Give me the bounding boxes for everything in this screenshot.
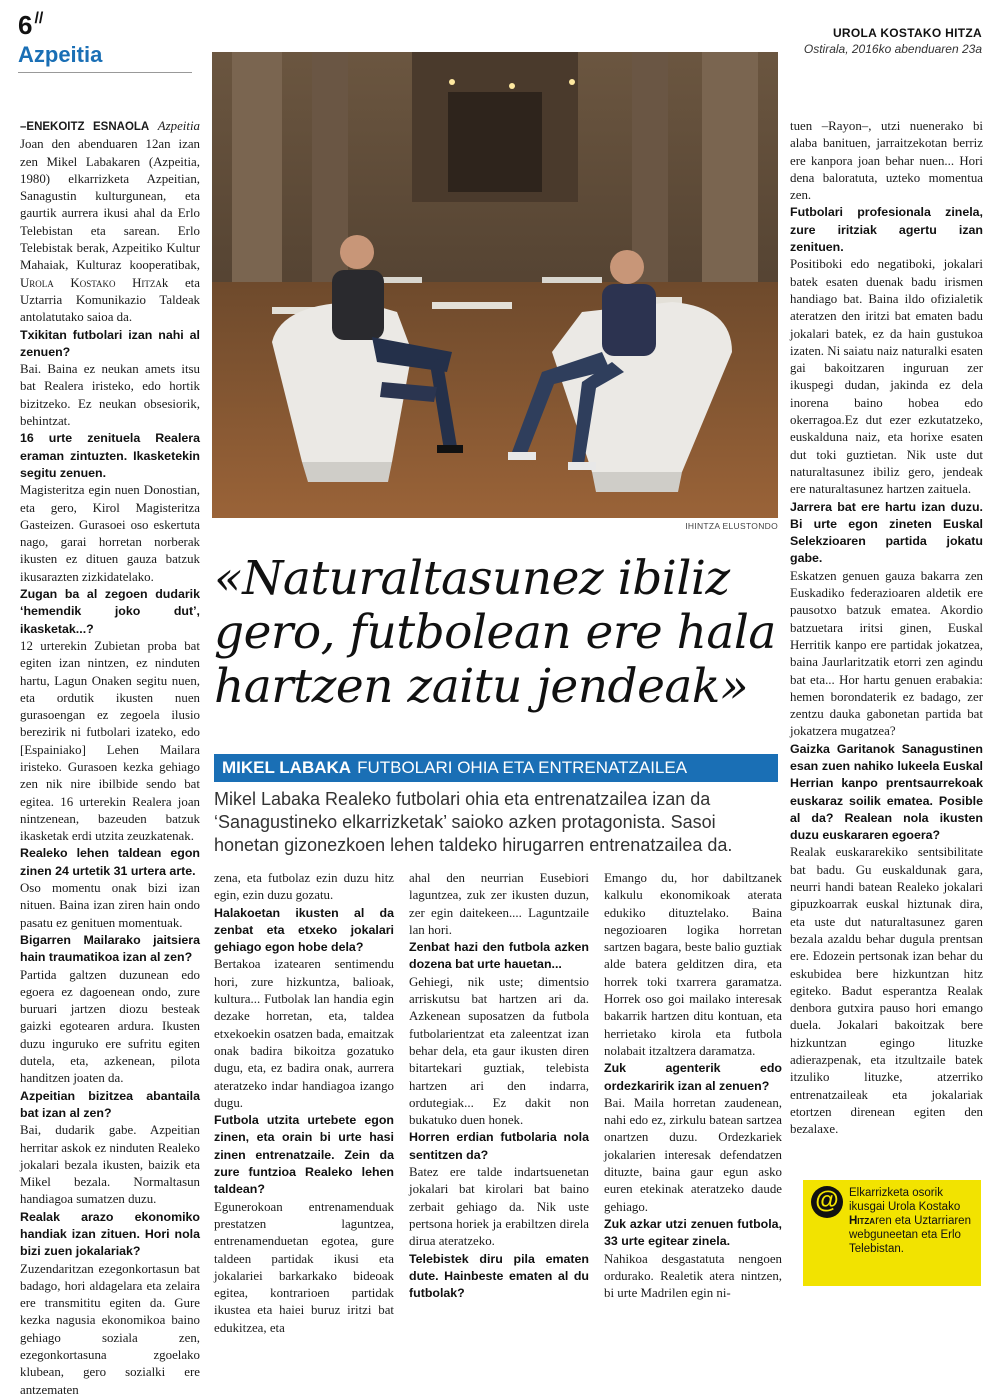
video-info-box <box>803 1180 981 1286</box>
answer: Magisteritza egin nuen Donostian, eta gero, Kirol Magisteritza Gasteizen. Gurasoei oso eskertuta nago, garai horretan norberak ikusten ez dituen gauza batzuk ikusarazten zizkidatelako. <box>20 483 200 584</box>
page-slashes: // <box>34 10 44 27</box>
question: Zugan ba al zegoen dudarik ‘hemendik joko dut’, ikasketak...? <box>20 587 200 636</box>
article-column-3 <box>409 870 589 1302</box>
question: Bigarren Mailarako jaitsiera hain traumatikoa izan al zen? <box>20 932 200 965</box>
answer: Realak euskararekiko sentsibilitate bat badu. Gu euskaldunak gara, neurri handi batean Realeko jokalari gipuzkoarrak euskal hiztunak dira, eta uste dut naturaltasunez garen bezala azaldu behar dugula prentsan ere. Edozein pertsonak izan behar du eskubidea bere hizkuntzan hitz egiteko. Badut esperantza Realak denbora gutxira pauso hori emango duela. Jokalari bakoitzak bere hizkuntzan egingo lituzke adierazpenak, eta itzultzaile batek itzuliko lituzke, atzerriko entrenatzaileak eta jokalariak etortzen direnean egiten den bezalaxe. <box>790 845 983 1137</box>
subject-role: FUTBOLARI OHIA ETA ENTRENATZAILEA <box>357 758 688 777</box>
header-divider <box>18 72 192 73</box>
question: Horren erdian futbolaria nola sentitzen da? <box>409 1130 589 1162</box>
question: Txikitan futbolari izan nahi al zenuen? <box>20 327 200 359</box>
question: Telebistek diru pila ematen dute. Hainbeste ematen al du futbolak? <box>409 1251 589 1301</box>
answer: Bai. Maila horretan zaudenean, nahi edo ez, zirkulu batean sartzea onartzen duzu. Ordezkariek jokalarien interesak defendatzen dituzte, baina gaur egun asko euren etekinak ateratzeko daude gehiago. <box>604 1095 782 1214</box>
answer: Oso momentu onak bizi izan nituen. Baina izan ziren hain ondo pasatu ez genituen momentuak. <box>20 881 200 930</box>
answer: Batez ere talde indartsuenetan jokalari bat kirolari bat baino zerbait gehiago da. Nik uste pertsona horiek ja erabiltzen direla dirua ateratzeko. <box>409 1165 589 1249</box>
lead-paragraph: Mikel Labaka Realeko futbolari ohia eta entrenatzailea izan da ‘Sanagustineko elkarrizketak’ saioko azken protagonista. Sasoi honetan gizonezkoen lehen taldeko hirugarren entrenatzailea da. <box>214 789 733 855</box>
question: Zuk azkar utzi zenuen futbola, 33 urte egitear zinela. <box>604 1216 782 1249</box>
paper-name: UROLA KOSTAKO HITZA <box>832 26 982 40</box>
answer: Gehiegi, nik uste; dimentsio arriskutsu bat hartzen ari da. Azkenean suposatzen da futbola futbolarientzat eta zaleentzat izan behar dela, eta gaur ikusten diren bitartekari guztiak, telebista hartzen ari den indarra, ordutegiak... Ez dakit non bukatuko duen honek. <box>409 974 589 1128</box>
question: Zuk agenterik edo ordezkaririk izan al zenuen? <box>604 1061 782 1093</box>
subject-name: MIKEL LABAKA <box>222 758 352 777</box>
answer: Bertakoa izatearen sentimendu hori, zure hizkuntza, balioak, kultura... Futbolak lan handia egin dezake horretan, eta, taldea etxekoekin osatzen bada, emaitzak onak badira bikoitza gozatuko dugu, eta, ez badira onak, aurrera ateratzeko indar handiagoa izango dugu. <box>214 957 394 1110</box>
video-info-text: Elkarrizketa osorik ikusgai Urola Kostako Hitzaren eta Uztarriaren webguneetan eta Erlo Telebistan. <box>849 1187 971 1255</box>
answer: ahal den neurrian Eusebiori laguntzea, zuk zer ikusten duzun, zer egin daitekeen.... Laguntzaile lan hori. <box>409 871 589 937</box>
question: Futbolari profesionala zinela, zure iritziak agertu izan zenituen. <box>790 205 983 255</box>
headline: «Naturaltasunez ibiliz gero, futbolean ere hala hartzen zaitu jendeak» <box>214 551 776 714</box>
issue-date: Ostirala, 2016ko abenduaren 23a <box>803 42 982 56</box>
answer: Partida galtzen duzunean edo egoera ez dagoenean ondo, zure buruari jartzen diozu besteak gaizki egotearen ardura. Ikusten duzu inguruko ere sufritu egiten dutela, eta, azkenean, pilota handitzen joaten da. <box>20 967 200 1086</box>
question: Zenbat hazi den futbola azken dozena bat urte hauetan... <box>409 940 589 972</box>
photo-credit: IHINTZA ELUSTONDO <box>685 521 778 531</box>
article-column-2 <box>214 870 394 1337</box>
answer: tuen –Rayon–, utzi nuenerako bi alaba banituen, jarraitzekotan berriz ere kanpora joan behar nuen... Hori dena baloratuta, uzteko momentua zen. <box>790 119 983 203</box>
question: Futbola utzita urtebete egon zinen, eta orain bi urte hasi zinen entrenatzaile. Zein da zure funtzioa Realeko lehen taldean? <box>214 1113 394 1197</box>
interview-photo <box>212 52 778 518</box>
question: Realeko lehen taldean egon zinen 24 urtetik 31 urtera arte. <box>20 846 200 878</box>
answer: Eskatzen genuen gauza bakarra zen Euskadiko federazioaren aldetik ere pausotxo batzuk ematea. Akordio batzuetara iritsi ginen, Euskal Herritik kanpo ere partidak jokatzea, baina Jaurlaritzatik etorri zen agindu bat eta... Hor hartu genuen erabakia: hemen borondaterik ez badago, zer zentzu dauka gabonetan partida bat jokatzera mugatzea? <box>790 568 983 739</box>
byline-place: Azpeitia <box>157 119 200 133</box>
article-column-right <box>790 118 983 1139</box>
answer: Egunerokoan entrenamenduak prestatzen laguntzea, entrenamenduetan egotea, gure taldeen partidak ikusi eta jokalariei barkarkako bideoak egitea, kontrarioen partidak ikustea eta haiei buruz iritzi bat edukitzea, eta <box>214 1199 394 1335</box>
answer: Positiboki edo negatiboki, jokalari batek esaten duenak badu irismen handiago bat. Baina ildo ofizialetik ateratzen den iritzi bat ematen badu jokalari batek, ez da hain gustukoa izaten. Ni saiatu naiz naturalki esaten gai bakoitzaren inguruan zer ikuspegi dudan, jakinda ez dela inorena baino hobea edo okerragoa.Ez dut ezer ezkutatzeko, euskalduna naiz, eta horixe esaten dut toki guztietan. Nik uste dut naturaltasunez ibiliz gero, jendeak ere naturaltasunez hartzen zaituela. <box>790 257 983 497</box>
question: Azpeitian bizitzea abantaila bat izan al zen? <box>20 1088 200 1120</box>
question: Realak arazo ekonomiko handiak izan zituen. Hori nola bizi zuen jokalariak? <box>20 1209 200 1259</box>
paper-name-inline: Urola Kostako Hitza <box>20 275 162 290</box>
question: Gaizka Garitanok Sanagustinen esan zuen nahiko lukeela Euskal Herrian kanpo prentsaurrekoak euskaraz soilik ematea. Posible al da? Realean nola ikusten duzu euskararen egoera? <box>790 741 983 843</box>
answer: 12 urterekin Zubietan proba bat egiten izan nintzen, ez ninduten hartu, Lagun Onaken segitu nuen, eta ordutik ikusten nuen gurasoengan ez zegoela ilusio berezirik ni futbolari izateko, edo [Espainiako] Lehen Mailara iristeko. Gurasoen kezka gehiago zen nik nire ibilbide sendo bat egitea. 16 urterekin Realera joan nintzenean, bazeuden batzuk ikasketak erdi utzita zeuzkatenak. <box>20 638 200 844</box>
section-name: Azpeitia <box>18 42 103 67</box>
article-column-4 <box>604 870 782 1302</box>
page-number: 6 // <box>18 10 44 40</box>
masthead <box>804 26 982 56</box>
answer: zena, eta futbolaz ezin duzu hitz egin, ezin duzu gozatu. <box>214 871 394 903</box>
answer: Bai, dudarik gabe. Azpeitian herritar askok ez ninduten Realeko jokalari bezala ikusten, baizik eta Mikel bezala. Normaltasun handiagoa sumatzen duzu. <box>20 1123 200 1207</box>
byline-author: –ENEKOITZ ESNAOLA <box>20 121 150 133</box>
subject-bar <box>214 754 778 782</box>
question: Jarrera bat ere hartu izan duzu. Bi urte egon zineten Euskal Selekzioaren partida jokatu gabe. <box>790 499 983 566</box>
question: Halakoetan ikusten al da zenbat eta etxeko jokalari gehiago egon hobe dela? <box>214 905 394 955</box>
answer: Nahikoa desgastatuta nengoen ordurako. Realetik atera nintzen, bi urte Madrilen egin ni- <box>604 1251 782 1301</box>
question: 16 urte zenituela Realera eraman zintuzten. Ikasketekin segitu zenuen. <box>20 431 200 480</box>
answer: Bai. Baina ez neukan amets itsu bat Realera iristeko, edo hortik bizitzeko. Ez neukan obsesiorik, behintzat. <box>20 362 200 429</box>
answer: Zuzendaritzan ezegonkortasun bat badago, hori aldagelara eta zelaira ere transmititu egiten da. Gure kezka nagusia ekonomikoa baino gehiago soziala zen, ezegonkortasuna zgoelako klubean, gero sozialki ere antzematen <box>20 1261 200 1397</box>
article-column-1 <box>20 118 200 1399</box>
intro-paragraph: –ENEKOITZ ESNAOLA Azpeitia Joan den abenduaren 12an izan zen Mikel Labakaren (Azpeitia, 1980) elkarrizketa Azpeitian, Sanagustin kulturgunean, eta gaurtik aurrera ikusi ahal da Erlo Telebistan eta sarean. Erlo Telebistak berak, Azpeitiko Kultur Mahaiak, Kulturaz kooperatibak, Urola Kostako Hitzak eta Uztarria Komunikazio Taldeak antolatutako saioa da. <box>20 119 200 325</box>
at-icon: @ <box>811 1186 843 1218</box>
answer: Emango du, hor dabiltzanek kalkulu ekonomikoak aterata edukiko dituztelako. Baina negozioaren logika horretan sartzen bagara, beste balio guztiak alde batera gelditzen dira, eta horrek toki txarrera garamatza. Horrek oso goi mailako interesak bakarrik hartzen ditu kontuan, eta herrietako kirola eta futbola nolabait itzaltzera daramatza. <box>604 871 782 1058</box>
